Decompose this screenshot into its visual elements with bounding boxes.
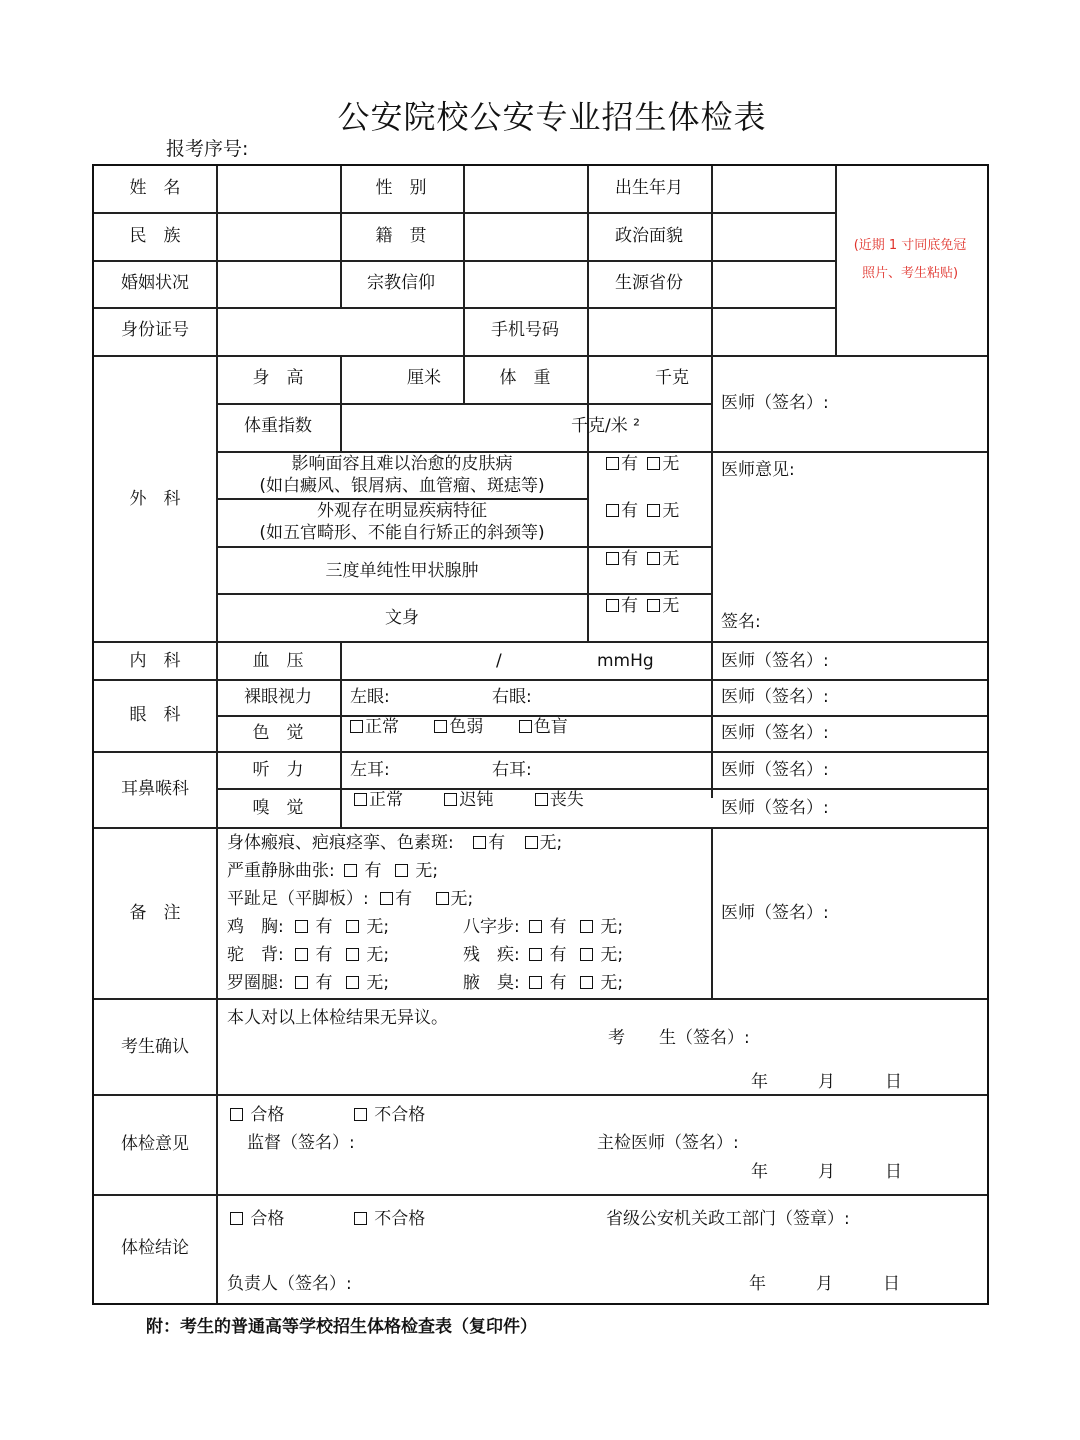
checkbox-icon[interactable] xyxy=(354,1212,367,1225)
bp-slash: / xyxy=(496,651,502,671)
label-name: 姓 名 xyxy=(129,178,181,198)
label-vision: 裸眼视力 xyxy=(244,687,312,707)
checkbox-icon[interactable] xyxy=(580,948,593,961)
checkbox-icon[interactable] xyxy=(295,948,308,961)
checkbox-icon[interactable] xyxy=(230,1212,243,1225)
physical-exam-form xyxy=(92,164,989,1305)
examinee-sign: 考 生（签名）: xyxy=(608,1028,750,1048)
tattoo-yes-no[interactable]: 有 无 xyxy=(606,596,679,616)
footnote: 附：考生的普通高等学校招生体格检查表（复印件） xyxy=(146,1317,537,1337)
checkbox-icon[interactable] xyxy=(647,457,660,470)
surgery-doctor-sign: 医师（签名）: xyxy=(721,393,829,413)
checkbox-icon[interactable] xyxy=(580,920,593,933)
dept-seal: 省级公安机关政工部门（签章）: xyxy=(606,1209,850,1229)
remark-disability[interactable]: 残 疾: 有 无; xyxy=(463,945,624,965)
label-right-ear: 右耳: xyxy=(492,760,532,780)
checkbox-icon[interactable] xyxy=(395,864,408,877)
remark-scar[interactable]: 身体瘢痕、疤痕痉挛、色素斑: 有 无; xyxy=(227,833,563,853)
checkbox-icon[interactable] xyxy=(295,920,308,933)
checkbox-icon[interactable] xyxy=(354,793,367,806)
confirm-text: 本人对以上体检结果无异议。 xyxy=(227,1008,448,1028)
remark-bowleg[interactable]: 罗圈腿: 有 无; xyxy=(227,973,390,993)
conclusion-year: 年 xyxy=(749,1274,766,1294)
unit-cm: 厘米 xyxy=(407,368,441,388)
remark-flatfoot[interactable]: 平趾足（平脚板）: 有 无; xyxy=(227,889,474,909)
checkbox-icon[interactable] xyxy=(606,552,619,565)
label-phone: 手机号码 xyxy=(491,320,559,340)
checkbox-icon[interactable] xyxy=(346,948,359,961)
feature-line1: 外观存在明显疾病特征 xyxy=(317,501,487,521)
label-hearing: 听 力 xyxy=(252,760,304,780)
section-conclusion: 体检结论 xyxy=(121,1238,189,1258)
checkbox-icon[interactable] xyxy=(473,836,486,849)
label-right-eye: 右眼: xyxy=(492,687,532,707)
chief-doctor-sign: 主检医师（签名）: xyxy=(597,1133,739,1153)
remark-hunchback[interactable]: 驼 背: 有 无; xyxy=(227,945,390,965)
confirm-day: 日 xyxy=(885,1072,902,1092)
responsible-sign: 负责人（签名）: xyxy=(227,1274,352,1294)
internal-doctor-sign: 医师（签名）: xyxy=(721,651,829,671)
checkbox-icon[interactable] xyxy=(529,976,542,989)
label-political: 政治面貌 xyxy=(615,226,683,246)
color-options[interactable]: 正常 色弱 色盲 xyxy=(350,717,568,737)
checkbox-icon[interactable] xyxy=(444,793,457,806)
label-bmi: 体重指数 xyxy=(244,416,312,436)
skin-disease-line1: 影响面容且难以治愈的皮肤病 xyxy=(291,454,513,474)
supervisor-sign: 监督（签名）: xyxy=(247,1133,355,1153)
conclusion-month: 月 xyxy=(816,1274,833,1294)
page-title: 公安院校公安专业招生体检表 xyxy=(337,98,767,136)
label-height: 身 高 xyxy=(252,368,304,388)
label-gender: 性 别 xyxy=(375,178,427,198)
bp-unit: mmHg xyxy=(597,651,654,671)
label-smell: 嗅 觉 xyxy=(252,798,304,818)
unit-kg: 千克 xyxy=(655,368,689,388)
surgery-opinion: 医师意见: xyxy=(721,460,795,480)
checkbox-icon[interactable] xyxy=(535,793,548,806)
label-weight: 体 重 xyxy=(499,368,551,388)
remark-body-odor[interactable]: 腋 臭: 有 无; xyxy=(463,973,624,993)
opinion-options[interactable]: 合格 不合格 xyxy=(230,1105,425,1125)
feature-yes-no[interactable]: 有 无 xyxy=(606,501,679,521)
checkbox-icon[interactable] xyxy=(436,892,449,905)
thyroid-yes-no[interactable]: 有 无 xyxy=(606,549,679,569)
section-confirm: 考生确认 xyxy=(121,1037,189,1057)
conclusion-day: 日 xyxy=(883,1274,900,1294)
remarks-doctor-sign: 医师（签名）: xyxy=(721,903,829,923)
checkbox-icon[interactable] xyxy=(380,892,393,905)
section-opinion: 体检意见 xyxy=(121,1134,189,1154)
opinion-day: 日 xyxy=(885,1162,902,1182)
confirm-month: 月 xyxy=(818,1072,835,1092)
label-thyroid: 三度单纯性甲状腺肿 xyxy=(325,561,479,581)
skin-disease-line2: (如白癜风、银屑病、血管瘤、斑痣等) xyxy=(259,476,545,496)
smell-options[interactable]: 正常 迟钝 丧失 xyxy=(354,790,584,810)
vision-doctor-sign: 医师（签名）: xyxy=(721,687,829,707)
serial-number-label: 报考序号: xyxy=(166,138,249,160)
remark-pigeon-chest[interactable]: 鸡 胸: 有 无; xyxy=(227,917,390,937)
checkbox-icon[interactable] xyxy=(346,920,359,933)
label-origin-province: 生源省份 xyxy=(615,273,683,293)
photo-note-line1: (近期 1 寸同底免冠 xyxy=(853,238,967,253)
label-religion: 宗教信仰 xyxy=(367,273,435,293)
opinion-year: 年 xyxy=(751,1162,768,1182)
checkbox-icon[interactable] xyxy=(606,504,619,517)
checkbox-icon[interactable] xyxy=(647,552,660,565)
section-internal: 内 科 xyxy=(129,651,181,671)
label-id-number: 身份证号 xyxy=(121,320,189,340)
skin-yes-no[interactable]: 有 无 xyxy=(606,454,679,474)
checkbox-icon[interactable] xyxy=(529,920,542,933)
checkbox-icon[interactable] xyxy=(295,976,308,989)
remark-splay-foot[interactable]: 八字步: 有 无; xyxy=(463,917,624,937)
checkbox-icon[interactable] xyxy=(647,504,660,517)
checkbox-icon[interactable] xyxy=(525,836,538,849)
checkbox-icon[interactable] xyxy=(606,599,619,612)
color-doctor-sign: 医师（签名）: xyxy=(721,723,829,743)
hearing-doctor-sign: 医师（签名）: xyxy=(721,760,829,780)
unit-bmi: 千克/米 ² xyxy=(571,416,640,436)
surgery-sign: 签名: xyxy=(721,612,761,632)
opinion-month: 月 xyxy=(818,1162,835,1182)
section-surgery: 外 科 xyxy=(129,489,181,509)
smell-doctor-sign: 医师（签名）: xyxy=(721,798,829,818)
label-color-vision: 色 觉 xyxy=(252,723,304,743)
checkbox-icon[interactable] xyxy=(344,864,357,877)
conclusion-options[interactable]: 合格 不合格 xyxy=(230,1209,425,1229)
checkbox-icon[interactable] xyxy=(580,976,593,989)
section-eye: 眼 科 xyxy=(129,705,181,725)
label-marital: 婚姻状况 xyxy=(121,273,189,293)
section-remarks: 备 注 xyxy=(129,903,181,923)
remark-varicose[interactable]: 严重静脉曲张: 有 无; xyxy=(227,861,439,881)
checkbox-icon[interactable] xyxy=(346,976,359,989)
label-birth: 出生年月 xyxy=(615,178,683,198)
label-native-place: 籍 贯 xyxy=(375,226,427,246)
label-blood-pressure: 血 压 xyxy=(252,651,304,671)
checkbox-icon[interactable] xyxy=(230,1108,243,1121)
checkbox-icon[interactable] xyxy=(529,948,542,961)
section-ent: 耳鼻喉科 xyxy=(121,779,189,799)
checkbox-icon[interactable] xyxy=(350,720,363,733)
checkbox-icon[interactable] xyxy=(647,599,660,612)
feature-line2: (如五官畸形、不能自行矫正的斜颈等) xyxy=(259,523,545,543)
checkbox-icon[interactable] xyxy=(606,457,619,470)
label-tattoo: 文身 xyxy=(385,608,419,628)
photo-note-line2: 照片、考生粘贴) xyxy=(861,266,959,281)
label-left-ear: 左耳: xyxy=(350,760,390,780)
label-ethnicity: 民 族 xyxy=(129,226,181,246)
label-left-eye: 左眼: xyxy=(350,687,390,707)
checkbox-icon[interactable] xyxy=(519,720,532,733)
checkbox-icon[interactable] xyxy=(434,720,447,733)
confirm-year: 年 xyxy=(751,1072,768,1092)
checkbox-icon[interactable] xyxy=(354,1108,367,1121)
